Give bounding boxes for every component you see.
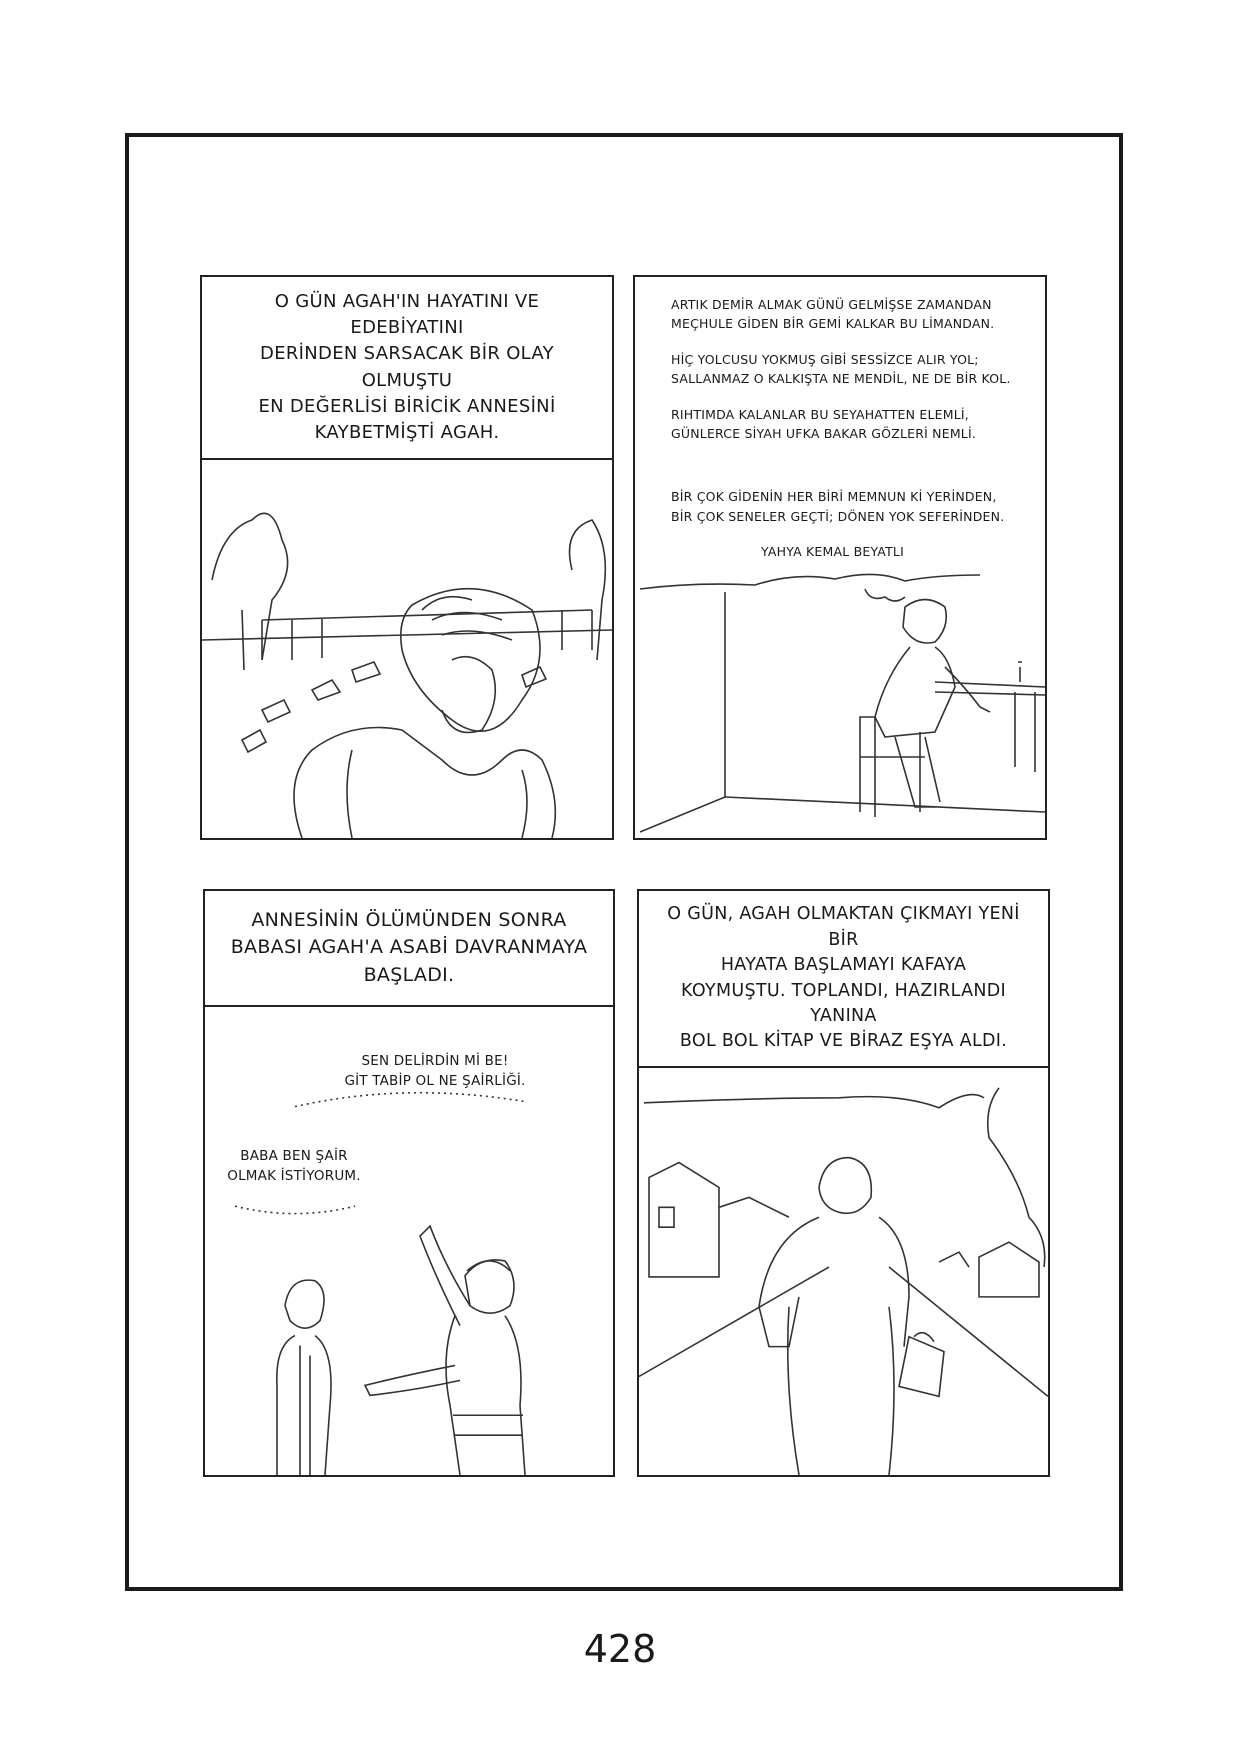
panel-departure [637, 889, 1050, 1477]
page-number: 428 [583, 1627, 657, 1671]
panel-grieving [200, 275, 614, 840]
caption-text: O GÜN AGAH'IN HAYATINI VE EDEBİYATINI DERİNDEN SARSACAK BİR OLAY OLMUŞTU EN DEĞERLİSİ BİRİCİK ANNESİNİ KAYBETMİŞTİ AGAH. [258, 291, 556, 443]
poem-stanza: BİR ÇOK GİDENİN HER BİRİ MEMNUN Kİ YERİNDEN, BİR ÇOK SENELER GEÇTİ; DÖNEN YOK SEFERİNDEN. [671, 489, 1005, 524]
caption-text: O GÜN, AGAH OLMAKTAN ÇIKMAYI YENİ BİR HAYATA BAŞLAMAYI KAFAYA KOYMUŞTU. TOPLANDI, HAZIRLANDI YANINA BOL BOL KİTAP VE BİRAZ EŞYA ALDI. [667, 904, 1020, 1052]
panel-father-son [203, 889, 615, 1477]
poem-stanza: RIHTIMDA KALANLAR BU SEYAHATTEN ELEMLİ, GÜNLERCE SİYAH UFKA BAKAR GÖZLERİ NEMLİ. [671, 406, 977, 441]
poem-author: YAHYA KEMAL BEYATLI [761, 544, 904, 559]
caption-box [205, 891, 613, 1007]
caption-text: ANNESİNİN ÖLÜMÜNDEN SONRA BABASI AGAH'A ASABİ DAVRANMAYA BAŞLADI. [230, 908, 588, 986]
grieving-illustration [202, 460, 612, 838]
caption-box [202, 277, 612, 460]
caption-box [639, 891, 1048, 1068]
father-son-illustration [205, 1007, 613, 1475]
son-speech-bubble: BABA BEN ŞAİR OLMAK İSTİYORUM. [227, 1148, 361, 1185]
panel-poem [633, 275, 1047, 840]
poem-stanza: HİÇ YOLCUSU YOKMUŞ GİBİ SESSİZCE ALIR YOL; SALLANMAZ O KALKIŞTA NE MENDİL, NE DE BİR KOL. [671, 351, 1011, 387]
father-speech-bubble: SEN DELİRDİN Mİ BE! GİT TABİP OL NE ŞAİRLİĞİ. [344, 1053, 526, 1090]
poem-stanza: ARTIK DEMİR ALMAK GÜNÜ GELMİŞSE ZAMANDAN MEÇHULE GİDEN BİR GEMİ KALKAR BU LİMANDAN. [671, 297, 995, 332]
poem-block [671, 295, 1035, 561]
writing-man-illustration [635, 567, 1045, 838]
departure-illustration [639, 1068, 1048, 1475]
